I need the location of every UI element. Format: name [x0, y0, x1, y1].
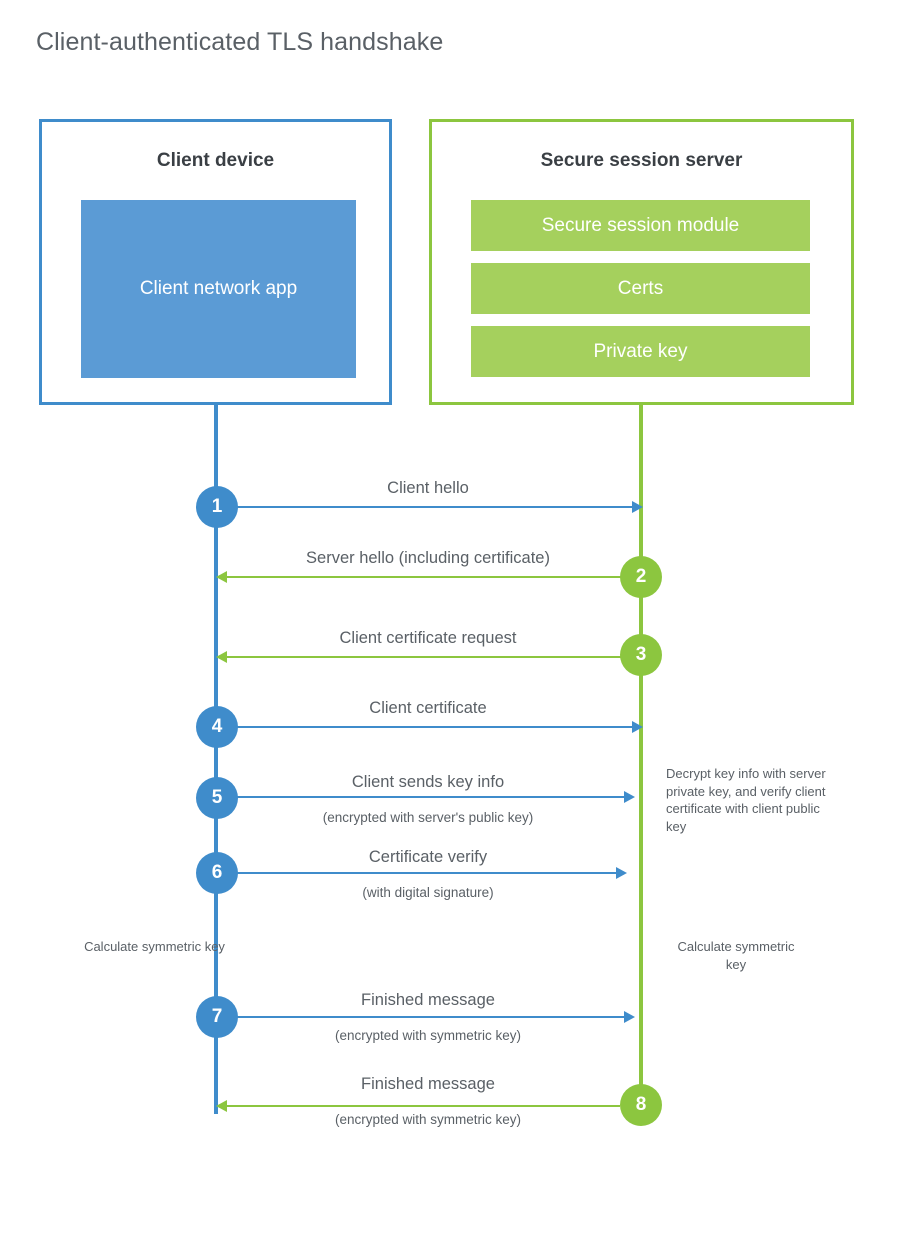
note-server-decrypt: Decrypt key info with server private key, and verify client certificate with client public key — [666, 766, 826, 834]
step-badge-7: 7 — [196, 996, 238, 1038]
step-badge-8: 8 — [620, 1084, 662, 1126]
client-device-box — [39, 119, 392, 405]
step-sublabel-5: (encrypted with server's public key) — [322, 810, 534, 825]
secure-session-server-box — [429, 119, 854, 405]
step-label-4: Client certificate — [369, 699, 487, 717]
step-sublabel-8: (encrypted with symmetric key) — [334, 1112, 522, 1127]
client-device-title: Client device — [156, 150, 275, 171]
step-label-8: Finished message — [361, 1075, 495, 1093]
step-badge-4: 4 — [196, 706, 238, 748]
note-client-calculate-symmetric-key: Calculate symmetric key — [84, 939, 225, 954]
client-network-app-block: Client network app — [81, 200, 356, 378]
step-sublabel-7: (encrypted with symmetric key) — [334, 1028, 522, 1043]
step-badge-3: 3 — [620, 634, 662, 676]
page-title: Client-authenticated TLS handshake — [36, 28, 444, 56]
step-label-5: Client sends key info — [351, 773, 505, 791]
step-badge-5: 5 — [196, 777, 238, 819]
note-server-calculate-symmetric-key: Calculate symmetric key — [677, 939, 795, 972]
server-block-certs: Certs — [471, 263, 810, 314]
step-badge-1: 1 — [196, 486, 238, 528]
step-label-7: Finished message — [361, 991, 495, 1009]
server-block-private-key: Private key — [471, 326, 810, 377]
step-label-2: Server hello (including certificate) — [306, 549, 550, 567]
step-label-6: Certificate verify — [368, 848, 488, 866]
secure-session-server-title: Secure session server — [540, 150, 743, 171]
server-block-secure-session-module: Secure session module — [471, 200, 810, 251]
step-badge-2: 2 — [620, 556, 662, 598]
step-label-3: Client certificate request — [339, 629, 517, 647]
step-label-1: Client hello — [387, 479, 469, 497]
step-sublabel-6: (with digital signature) — [362, 885, 494, 900]
step-badge-6: 6 — [196, 852, 238, 894]
